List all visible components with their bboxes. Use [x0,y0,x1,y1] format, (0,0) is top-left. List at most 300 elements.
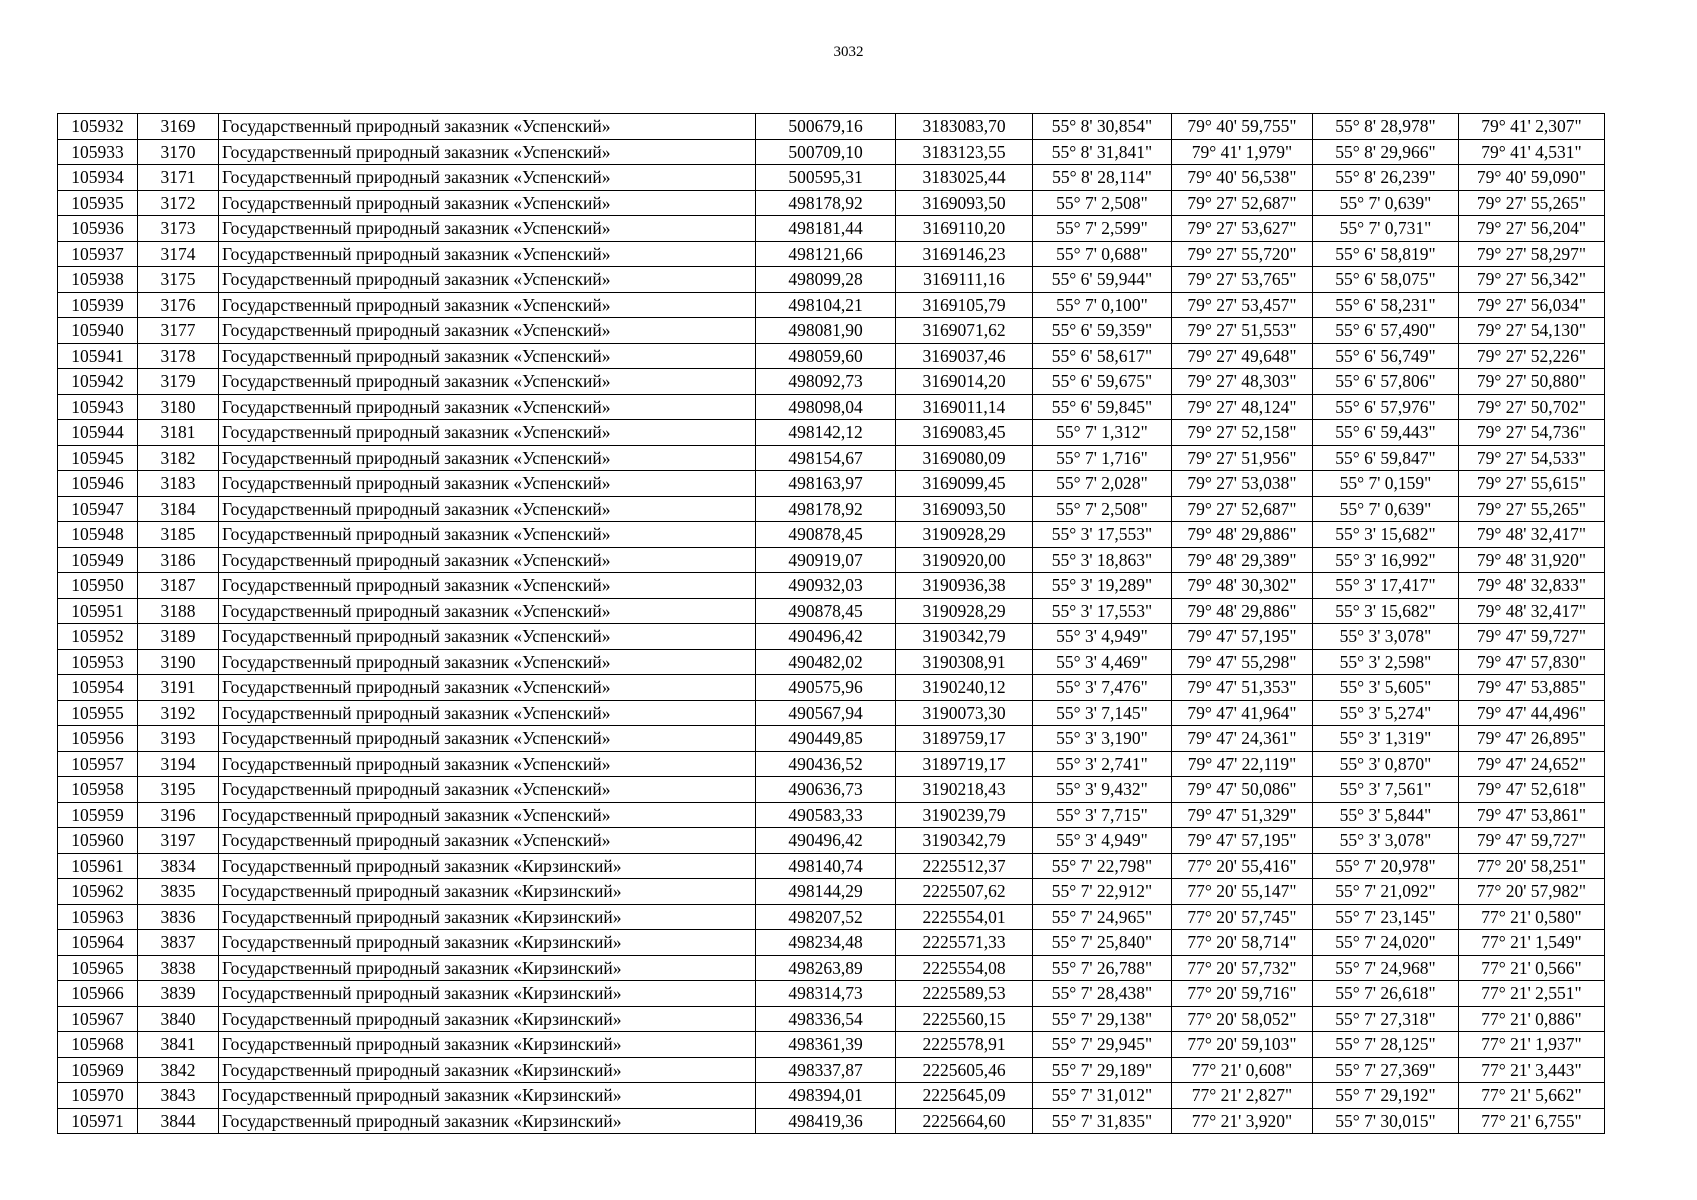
table-row [58,343,1605,369]
coord-y-cell: 3190342,79 [896,828,1033,854]
latitude-2-cell: 55° 6' 59,443" [1313,420,1459,446]
latitude-2-cell: 55° 6' 57,490" [1313,318,1459,344]
latitude-1-cell: 55° 7' 31,012" [1033,1083,1172,1109]
table-row [58,369,1605,395]
area-name-cell: Государственный природный заказник «Успенский» [219,624,756,650]
point-number-cell: 3183 [138,471,219,497]
area-name-cell: Государственный природный заказник «Успенский» [219,216,756,242]
latitude-1-cell: 55° 7' 29,138" [1033,1006,1172,1032]
latitude-1-cell: 55° 7' 2,508" [1033,496,1172,522]
longitude-1-cell: 77° 20' 55,147" [1172,879,1313,905]
latitude-2-cell: 55° 7' 0,639" [1313,190,1459,216]
table-row [58,420,1605,446]
longitude-2-cell: 79° 27' 55,265" [1459,496,1605,522]
area-name-cell: Государственный природный заказник «Успенский» [219,547,756,573]
latitude-1-cell: 55° 3' 4,949" [1033,624,1172,650]
row-number-cell: 105967 [58,1006,138,1032]
latitude-2-cell: 55° 7' 29,192" [1313,1083,1459,1109]
longitude-2-cell: 77° 21' 0,886" [1459,1006,1605,1032]
row-number-cell: 105940 [58,318,138,344]
coord-y-cell: 3190240,12 [896,675,1033,701]
latitude-1-cell: 55° 3' 2,741" [1033,751,1172,777]
point-number-cell: 3182 [138,445,219,471]
longitude-1-cell: 79° 47' 50,086" [1172,777,1313,803]
row-number-cell: 105960 [58,828,138,854]
table-row [58,930,1605,956]
longitude-2-cell: 77° 21' 6,755" [1459,1108,1605,1134]
table-body [58,114,1605,1134]
point-number-cell: 3189 [138,624,219,650]
coord-x-cell: 490449,85 [756,726,896,752]
coord-y-cell: 3169110,20 [896,216,1033,242]
longitude-1-cell: 79° 27' 52,687" [1172,190,1313,216]
area-name-cell: Государственный природный заказник «Успенский» [219,445,756,471]
latitude-2-cell: 55° 3' 16,992" [1313,547,1459,573]
longitude-1-cell: 79° 47' 22,119" [1172,751,1313,777]
area-name-cell: Государственный природный заказник «Кирзинский» [219,1032,756,1058]
longitude-1-cell: 79° 27' 53,627" [1172,216,1313,242]
point-number-cell: 3171 [138,165,219,191]
coord-x-cell: 490878,45 [756,522,896,548]
latitude-2-cell: 55° 3' 3,078" [1313,624,1459,650]
latitude-2-cell: 55° 8' 28,978" [1313,114,1459,140]
point-number-cell: 3193 [138,726,219,752]
table-row [58,394,1605,420]
row-number-cell: 105969 [58,1057,138,1083]
longitude-2-cell: 79° 27' 56,204" [1459,216,1605,242]
coord-x-cell: 490496,42 [756,828,896,854]
latitude-2-cell: 55° 7' 24,020" [1313,930,1459,956]
area-name-cell: Государственный природный заказник «Кирзинский» [219,879,756,905]
row-number-cell: 105961 [58,853,138,879]
table-row [58,675,1605,701]
point-number-cell: 3184 [138,496,219,522]
table-row [58,624,1605,650]
latitude-1-cell: 55° 3' 17,553" [1033,522,1172,548]
longitude-1-cell: 79° 27' 48,124" [1172,394,1313,420]
latitude-2-cell: 55° 7' 26,618" [1313,981,1459,1007]
latitude-1-cell: 55° 7' 22,798" [1033,853,1172,879]
latitude-2-cell: 55° 6' 56,749" [1313,343,1459,369]
longitude-2-cell: 79° 48' 32,417" [1459,598,1605,624]
row-number-cell: 105948 [58,522,138,548]
row-number-cell: 105953 [58,649,138,675]
longitude-1-cell: 79° 48' 30,302" [1172,573,1313,599]
latitude-1-cell: 55° 8' 31,841" [1033,139,1172,165]
longitude-2-cell: 79° 47' 52,618" [1459,777,1605,803]
coord-y-cell: 3169080,09 [896,445,1033,471]
longitude-2-cell: 77° 21' 5,662" [1459,1083,1605,1109]
coord-x-cell: 490919,07 [756,547,896,573]
coord-y-cell: 2225589,53 [896,981,1033,1007]
row-number-cell: 105950 [58,573,138,599]
latitude-2-cell: 55° 3' 3,078" [1313,828,1459,854]
latitude-1-cell: 55° 3' 4,469" [1033,649,1172,675]
table-row [58,1083,1605,1109]
latitude-1-cell: 55° 7' 29,189" [1033,1057,1172,1083]
coord-x-cell: 498142,12 [756,420,896,446]
latitude-1-cell: 55° 3' 9,432" [1033,777,1172,803]
area-name-cell: Государственный природный заказник «Успенский» [219,165,756,191]
latitude-1-cell: 55° 3' 7,145" [1033,700,1172,726]
longitude-1-cell: 79° 27' 52,687" [1172,496,1313,522]
longitude-2-cell: 79° 27' 54,533" [1459,445,1605,471]
longitude-2-cell: 79° 27' 56,342" [1459,267,1605,293]
latitude-2-cell: 55° 3' 17,417" [1313,573,1459,599]
area-name-cell: Государственный природный заказник «Успенский» [219,292,756,318]
latitude-2-cell: 55° 7' 27,318" [1313,1006,1459,1032]
coord-y-cell: 3169146,23 [896,241,1033,267]
row-number-cell: 105946 [58,471,138,497]
table-row [58,496,1605,522]
longitude-1-cell: 79° 27' 53,038" [1172,471,1313,497]
point-number-cell: 3177 [138,318,219,344]
area-name-cell: Государственный природный заказник «Успенский» [219,828,756,854]
latitude-1-cell: 55° 7' 28,438" [1033,981,1172,1007]
point-number-cell: 3186 [138,547,219,573]
coord-x-cell: 498263,89 [756,955,896,981]
point-number-cell: 3191 [138,675,219,701]
point-number-cell: 3842 [138,1057,219,1083]
table-row [58,267,1605,293]
row-number-cell: 105932 [58,114,138,140]
coord-x-cell: 498104,21 [756,292,896,318]
longitude-1-cell: 79° 27' 51,553" [1172,318,1313,344]
coord-y-cell: 2225554,08 [896,955,1033,981]
latitude-2-cell: 55° 6' 58,819" [1313,241,1459,267]
area-name-cell: Государственный природный заказник «Успенский» [219,318,756,344]
area-name-cell: Государственный природный заказник «Успенский» [219,700,756,726]
latitude-1-cell: 55° 7' 2,599" [1033,216,1172,242]
point-number-cell: 3196 [138,802,219,828]
longitude-1-cell: 79° 41' 1,979" [1172,139,1313,165]
point-number-cell: 3839 [138,981,219,1007]
table-row [58,751,1605,777]
point-number-cell: 3181 [138,420,219,446]
longitude-2-cell: 79° 47' 26,895" [1459,726,1605,752]
table-row [58,216,1605,242]
point-number-cell: 3194 [138,751,219,777]
latitude-1-cell: 55° 7' 1,312" [1033,420,1172,446]
area-name-cell: Государственный природный заказник «Успенский» [219,751,756,777]
latitude-1-cell: 55° 7' 0,688" [1033,241,1172,267]
point-number-cell: 3190 [138,649,219,675]
longitude-1-cell: 77° 20' 57,745" [1172,904,1313,930]
table-row [58,1032,1605,1058]
point-number-cell: 3192 [138,700,219,726]
area-name-cell: Государственный природный заказник «Кирзинский» [219,981,756,1007]
row-number-cell: 105954 [58,675,138,701]
coord-y-cell: 2225512,37 [896,853,1033,879]
row-number-cell: 105971 [58,1108,138,1134]
latitude-1-cell: 55° 6' 59,845" [1033,394,1172,420]
area-name-cell: Государственный природный заказник «Успенский» [219,241,756,267]
row-number-cell: 105958 [58,777,138,803]
longitude-1-cell: 79° 27' 55,720" [1172,241,1313,267]
latitude-2-cell: 55° 6' 59,847" [1313,445,1459,471]
latitude-2-cell: 55° 7' 21,092" [1313,879,1459,905]
table-row [58,598,1605,624]
latitude-2-cell: 55° 7' 0,159" [1313,471,1459,497]
longitude-1-cell: 79° 48' 29,389" [1172,547,1313,573]
coordinates-table [57,113,1605,1134]
longitude-2-cell: 79° 48' 32,417" [1459,522,1605,548]
longitude-1-cell: 79° 48' 29,886" [1172,522,1313,548]
longitude-2-cell: 79° 47' 44,496" [1459,700,1605,726]
point-number-cell: 3179 [138,369,219,395]
row-number-cell: 105963 [58,904,138,930]
latitude-1-cell: 55° 6' 59,359" [1033,318,1172,344]
latitude-2-cell: 55° 7' 20,978" [1313,853,1459,879]
point-number-cell: 3174 [138,241,219,267]
row-number-cell: 105933 [58,139,138,165]
row-number-cell: 105942 [58,369,138,395]
table-row [58,1006,1605,1032]
coord-x-cell: 498092,73 [756,369,896,395]
point-number-cell: 3841 [138,1032,219,1058]
latitude-1-cell: 55° 7' 2,028" [1033,471,1172,497]
longitude-2-cell: 77° 21' 2,551" [1459,981,1605,1007]
coord-y-cell: 3190073,30 [896,700,1033,726]
longitude-2-cell: 77° 20' 58,251" [1459,853,1605,879]
latitude-2-cell: 55° 3' 0,870" [1313,751,1459,777]
coord-x-cell: 498207,52 [756,904,896,930]
row-number-cell: 105962 [58,879,138,905]
latitude-2-cell: 55° 7' 24,968" [1313,955,1459,981]
coord-y-cell: 3169093,50 [896,496,1033,522]
latitude-1-cell: 55° 8' 28,114" [1033,165,1172,191]
latitude-2-cell: 55° 7' 0,639" [1313,496,1459,522]
point-number-cell: 3843 [138,1083,219,1109]
area-name-cell: Государственный природный заказник «Успенский» [219,343,756,369]
longitude-1-cell: 79° 47' 24,361" [1172,726,1313,752]
table-row [58,139,1605,165]
table-row [58,547,1605,573]
longitude-1-cell: 79° 27' 53,765" [1172,267,1313,293]
longitude-1-cell: 77° 20' 59,103" [1172,1032,1313,1058]
table-row [58,114,1605,140]
area-name-cell: Государственный природный заказник «Успенский» [219,114,756,140]
latitude-2-cell: 55° 6' 57,806" [1313,369,1459,395]
longitude-1-cell: 77° 20' 58,052" [1172,1006,1313,1032]
longitude-2-cell: 77° 21' 3,443" [1459,1057,1605,1083]
coord-x-cell: 498140,74 [756,853,896,879]
point-number-cell: 3836 [138,904,219,930]
coord-y-cell: 3189719,17 [896,751,1033,777]
area-name-cell: Государственный природный заказник «Кирзинский» [219,1108,756,1134]
latitude-2-cell: 55° 7' 27,369" [1313,1057,1459,1083]
area-name-cell: Государственный природный заказник «Успенский» [219,777,756,803]
coord-y-cell: 3169111,16 [896,267,1033,293]
row-number-cell: 105966 [58,981,138,1007]
area-name-cell: Государственный природный заказник «Кирзинский» [219,1083,756,1109]
longitude-2-cell: 79° 48' 31,920" [1459,547,1605,573]
table-row [58,471,1605,497]
longitude-1-cell: 79° 27' 48,303" [1172,369,1313,395]
row-number-cell: 105956 [58,726,138,752]
longitude-2-cell: 79° 27' 55,265" [1459,190,1605,216]
longitude-2-cell: 79° 47' 53,885" [1459,675,1605,701]
coord-x-cell: 498178,92 [756,190,896,216]
coord-y-cell: 2225507,62 [896,879,1033,905]
longitude-2-cell: 79° 40' 59,090" [1459,165,1605,191]
row-number-cell: 105947 [58,496,138,522]
latitude-1-cell: 55° 7' 26,788" [1033,955,1172,981]
point-number-cell: 3173 [138,216,219,242]
coord-y-cell: 2225554,01 [896,904,1033,930]
latitude-2-cell: 55° 3' 7,561" [1313,777,1459,803]
coord-y-cell: 3190920,00 [896,547,1033,573]
row-number-cell: 105943 [58,394,138,420]
latitude-1-cell: 55° 6' 58,617" [1033,343,1172,369]
longitude-2-cell: 77° 20' 57,982" [1459,879,1605,905]
area-name-cell: Государственный природный заказник «Успенский» [219,675,756,701]
longitude-2-cell: 79° 27' 52,226" [1459,343,1605,369]
longitude-1-cell: 79° 48' 29,886" [1172,598,1313,624]
row-number-cell: 105965 [58,955,138,981]
longitude-2-cell: 79° 27' 58,297" [1459,241,1605,267]
coord-x-cell: 498154,67 [756,445,896,471]
longitude-2-cell: 79° 47' 24,652" [1459,751,1605,777]
coord-y-cell: 3183083,70 [896,114,1033,140]
coord-x-cell: 500709,10 [756,139,896,165]
longitude-2-cell: 79° 41' 4,531" [1459,139,1605,165]
area-name-cell: Государственный природный заказник «Успенский» [219,369,756,395]
coord-x-cell: 490878,45 [756,598,896,624]
longitude-2-cell: 79° 41' 2,307" [1459,114,1605,140]
area-name-cell: Государственный природный заказник «Кирзинский» [219,904,756,930]
point-number-cell: 3195 [138,777,219,803]
row-number-cell: 105941 [58,343,138,369]
area-name-cell: Государственный природный заказник «Успенский» [219,496,756,522]
latitude-1-cell: 55° 7' 0,100" [1033,292,1172,318]
area-name-cell: Государственный природный заказник «Успенский» [219,522,756,548]
longitude-2-cell: 79° 47' 57,830" [1459,649,1605,675]
longitude-2-cell: 79° 27' 50,880" [1459,369,1605,395]
coord-x-cell: 498361,39 [756,1032,896,1058]
latitude-2-cell: 55° 7' 0,731" [1313,216,1459,242]
longitude-2-cell: 77° 21' 0,566" [1459,955,1605,981]
longitude-1-cell: 79° 27' 51,956" [1172,445,1313,471]
table-row [58,777,1605,803]
coord-y-cell: 3190239,79 [896,802,1033,828]
table-row [58,1057,1605,1083]
area-name-cell: Государственный природный заказник «Успенский» [219,471,756,497]
longitude-1-cell: 79° 27' 52,158" [1172,420,1313,446]
coord-x-cell: 498234,48 [756,930,896,956]
coord-x-cell: 498314,73 [756,981,896,1007]
point-number-cell: 3837 [138,930,219,956]
coord-x-cell: 498099,28 [756,267,896,293]
longitude-2-cell: 79° 27' 50,702" [1459,394,1605,420]
coord-x-cell: 490567,94 [756,700,896,726]
coord-y-cell: 3169093,50 [896,190,1033,216]
longitude-1-cell: 79° 47' 41,964" [1172,700,1313,726]
area-name-cell: Государственный природный заказник «Кирзинский» [219,853,756,879]
row-number-cell: 105936 [58,216,138,242]
longitude-1-cell: 79° 47' 51,329" [1172,802,1313,828]
table-row [58,1108,1605,1134]
row-number-cell: 105968 [58,1032,138,1058]
row-number-cell: 105944 [58,420,138,446]
row-number-cell: 105952 [58,624,138,650]
latitude-1-cell: 55° 3' 17,553" [1033,598,1172,624]
longitude-2-cell: 77° 21' 0,580" [1459,904,1605,930]
point-number-cell: 3175 [138,267,219,293]
coord-x-cell: 490436,52 [756,751,896,777]
longitude-1-cell: 79° 47' 55,298" [1172,649,1313,675]
table-row [58,190,1605,216]
area-name-cell: Государственный природный заказник «Успенский» [219,267,756,293]
coord-x-cell: 498181,44 [756,216,896,242]
area-name-cell: Государственный природный заказник «Кирзинский» [219,930,756,956]
table-row [58,445,1605,471]
latitude-2-cell: 55° 7' 23,145" [1313,904,1459,930]
table-row [58,573,1605,599]
coord-x-cell: 490575,96 [756,675,896,701]
coord-y-cell: 3183123,55 [896,139,1033,165]
coord-x-cell: 500679,16 [756,114,896,140]
coord-y-cell: 3169083,45 [896,420,1033,446]
table-row [58,726,1605,752]
longitude-1-cell: 79° 47' 57,195" [1172,624,1313,650]
table-row [58,955,1605,981]
row-number-cell: 105934 [58,165,138,191]
point-number-cell: 3187 [138,573,219,599]
coord-x-cell: 500595,31 [756,165,896,191]
longitude-1-cell: 77° 21' 0,608" [1172,1057,1313,1083]
latitude-1-cell: 55° 3' 7,476" [1033,675,1172,701]
coord-x-cell: 498059,60 [756,343,896,369]
row-number-cell: 105945 [58,445,138,471]
longitude-2-cell: 79° 27' 54,130" [1459,318,1605,344]
latitude-1-cell: 55° 8' 30,854" [1033,114,1172,140]
latitude-2-cell: 55° 8' 29,966" [1313,139,1459,165]
row-number-cell: 105938 [58,267,138,293]
point-number-cell: 3834 [138,853,219,879]
table-row [58,904,1605,930]
row-number-cell: 105935 [58,190,138,216]
longitude-1-cell: 77° 20' 59,716" [1172,981,1313,1007]
coord-y-cell: 3190928,29 [896,522,1033,548]
coord-y-cell: 2225560,15 [896,1006,1033,1032]
longitude-2-cell: 79° 48' 32,833" [1459,573,1605,599]
coord-x-cell: 498336,54 [756,1006,896,1032]
table-row [58,802,1605,828]
table-row [58,318,1605,344]
coord-x-cell: 498419,36 [756,1108,896,1134]
point-number-cell: 3185 [138,522,219,548]
coord-y-cell: 2225664,60 [896,1108,1033,1134]
latitude-1-cell: 55° 7' 2,508" [1033,190,1172,216]
table-row [58,853,1605,879]
coord-y-cell: 3169014,20 [896,369,1033,395]
latitude-1-cell: 55° 7' 31,835" [1033,1108,1172,1134]
coord-y-cell: 3169011,14 [896,394,1033,420]
longitude-2-cell: 79° 27' 55,615" [1459,471,1605,497]
coord-y-cell: 3169105,79 [896,292,1033,318]
coord-y-cell: 3190218,43 [896,777,1033,803]
latitude-2-cell: 55° 3' 5,274" [1313,700,1459,726]
longitude-1-cell: 77° 21' 2,827" [1172,1083,1313,1109]
longitude-2-cell: 79° 47' 53,861" [1459,802,1605,828]
area-name-cell: Государственный природный заказник «Успенский» [219,420,756,446]
row-number-cell: 105949 [58,547,138,573]
row-number-cell: 105939 [58,292,138,318]
coord-x-cell: 498098,04 [756,394,896,420]
table-row [58,700,1605,726]
longitude-2-cell: 79° 27' 54,736" [1459,420,1605,446]
